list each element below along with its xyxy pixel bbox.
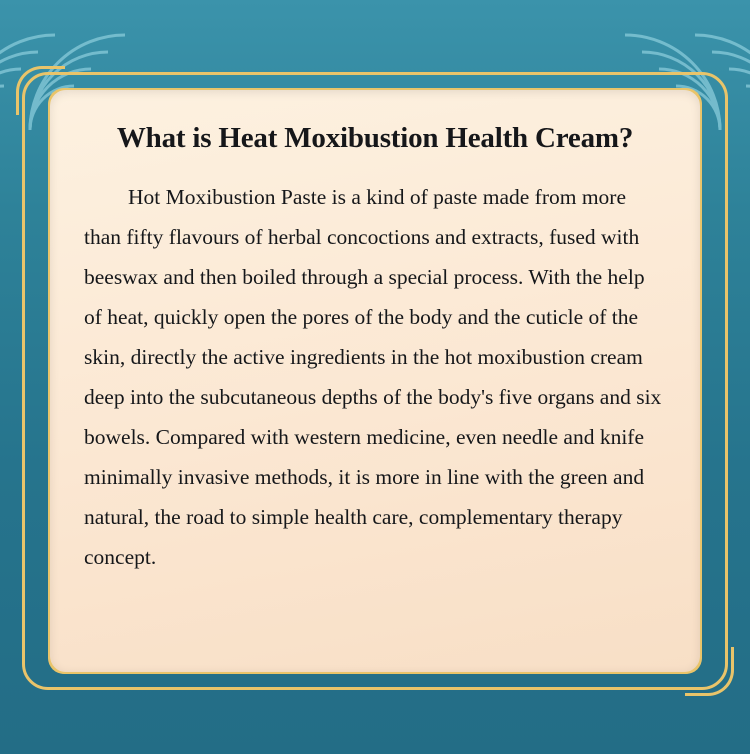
card-corner-bottom-right [668,640,702,674]
card-corner-top-right [668,88,702,122]
content-card [48,88,702,674]
body-paragraph: Hot Moxibustion Paste is a kind of paste made from more than fifty flavours of herbal concoctions and extracts, fused with beeswax and then boiled through a special process. With the help of heat, quickly open the pores of the body and the cuticle of the skin, directly the active ingredients in the hot moxibustion cream deep into the subcutaneous depths of the body's five organs and six bowels. Compared with western medicine, even needle and knife minimally invasive methods, it is more in line with the green and natural, the road to simple health care, complementary therapy concept. [84,184,662,569]
card-corner-top-left [48,88,82,122]
page-title: What is Heat Moxibustion Health Cream? [116,122,634,154]
card-corner-bottom-left [48,640,82,674]
